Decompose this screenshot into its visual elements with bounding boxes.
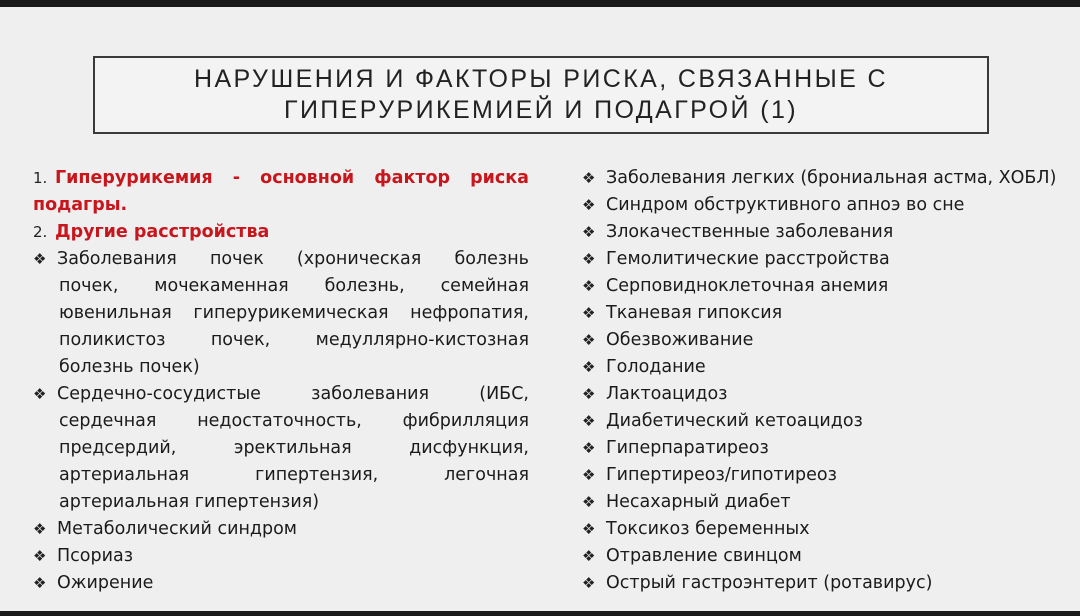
kidney-l4-w1: поликистоз <box>59 330 166 350</box>
kidney-head <box>33 246 177 273</box>
diamond-bullet-icon: ❖ <box>582 223 596 241</box>
cardio-word-3: (ИБС, <box>479 384 529 404</box>
kidney-l4-w3: медуллярно-кистозная <box>315 330 529 350</box>
right-item-label: Заболевания легких (брониальная астма, ХОБЛ) <box>606 168 1057 188</box>
cardio-word-1: Сердечно-сосудистые <box>57 384 261 404</box>
list-item <box>582 570 1080 597</box>
item1-line-1 <box>33 165 529 192</box>
left-column <box>33 165 529 597</box>
diamond-bullet-icon: ❖ <box>582 493 596 511</box>
kidney-l3-w2: гиперурикемическая <box>193 303 389 323</box>
psoriasis-label: Псориаз <box>57 546 133 566</box>
right-item-label: Синдром обструктивного апноэ во сне <box>606 195 965 215</box>
list-item-obesity <box>33 570 529 597</box>
diamond-bullet-icon: ❖ <box>582 250 596 268</box>
right-item-label: Голодание <box>606 357 706 377</box>
obesity-label: Ожирение <box>57 573 154 593</box>
item2-line <box>33 219 529 246</box>
right-item-label: Лактоацидоз <box>606 384 728 404</box>
right-item-label: Острый гастроэнтерит (ротавирус) <box>606 573 933 593</box>
diamond-bullet-icon: ❖ <box>582 520 596 538</box>
diamond-bullet-icon: ❖ <box>33 520 47 538</box>
kidney-l2-w3: болезнь, <box>324 276 405 296</box>
list-item <box>582 354 1080 381</box>
kidney-l2-w1: почек, <box>59 276 119 296</box>
slide <box>0 7 1080 611</box>
list-item <box>582 192 1080 219</box>
diamond-bullet-icon: ❖ <box>582 412 596 430</box>
list-item <box>582 219 1080 246</box>
cardio-l3-w2: эректильная <box>233 438 352 458</box>
title-line-1: НАРУШЕНИЯ И ФАКТОРЫ РИСКА, СВЯЗАННЫЕ С <box>194 65 888 93</box>
kidney-l5: болезнь почек) <box>59 357 200 377</box>
cardio-l3-w1: предсердий, <box>59 438 177 458</box>
kidney-word-4: болезнь <box>454 249 529 269</box>
right-item-label: Гемолитические расстройства <box>606 249 890 269</box>
diamond-bullet-icon: ❖ <box>33 385 47 403</box>
right-item-label: Злокачественные заболевания <box>606 222 894 242</box>
cardio-line-2 <box>33 408 529 435</box>
kidney-l4-w2: почек, <box>210 330 271 350</box>
diamond-bullet-icon: ❖ <box>33 547 47 565</box>
kidney-word-2: почек <box>209 249 264 269</box>
diamond-bullet-icon: ❖ <box>582 358 596 376</box>
title-box <box>93 56 989 134</box>
cardio-l3-w3: дисфункция, <box>409 438 529 458</box>
list-item <box>582 516 1080 543</box>
list-item <box>582 246 1080 273</box>
kidney-line-2 <box>33 273 529 300</box>
cardio-line-3 <box>33 435 529 462</box>
list-item <box>582 435 1080 462</box>
list-item-psoriasis <box>33 543 529 570</box>
diamond-bullet-icon: ❖ <box>33 574 47 592</box>
cardio-l5: артериальная гипертензия) <box>59 492 320 512</box>
item1-line-2-text: подагры. <box>33 195 128 215</box>
kidney-l3-w3: нефропатия, <box>410 303 529 323</box>
item1-line-2 <box>33 192 529 219</box>
cardio-l2-w2: недостаточность, <box>197 411 362 431</box>
right-item-label: Гиперпаратиреоз <box>606 438 769 458</box>
list-item <box>582 165 1080 192</box>
right-item-label: Гипертиреоз/гипотиреоз <box>606 465 837 485</box>
kidney-l3-w1: ювенильная <box>59 303 172 323</box>
diamond-bullet-icon: ❖ <box>582 169 596 187</box>
cardio-line-5 <box>33 489 529 516</box>
cardio-l4-w1: артериальная <box>59 465 190 485</box>
kidney-line-5 <box>33 354 529 381</box>
item2-number: 2. <box>33 223 48 241</box>
kidney-line-3 <box>33 300 529 327</box>
right-column <box>582 165 1080 597</box>
list-item <box>582 300 1080 327</box>
kidney-line-4 <box>33 327 529 354</box>
kidney-l2-w2: мочекаменная <box>154 276 289 296</box>
diamond-bullet-icon: ❖ <box>582 547 596 565</box>
diamond-bullet-icon: ❖ <box>582 196 596 214</box>
diamond-bullet-icon: ❖ <box>582 574 596 592</box>
list-item <box>582 489 1080 516</box>
cardio-word-2: заболевания <box>311 384 430 404</box>
cardio-l2-w3: фибрилляция <box>402 411 529 431</box>
right-item-label: Диабетический кетоацидоз <box>606 411 863 431</box>
cardio-l2-w1: сердечная <box>59 411 157 431</box>
item1-word-3: основной <box>260 168 355 188</box>
right-item-label: Серповидноклеточная анемия <box>606 276 889 296</box>
diamond-bullet-icon: ❖ <box>582 439 596 457</box>
item2-label: Другие расстройства <box>55 222 270 242</box>
cardio-head <box>33 381 261 408</box>
item1-word-1: Гиперурикемия <box>55 168 213 188</box>
right-item-label: Обезвоживание <box>606 330 754 350</box>
cardio-line-4 <box>33 462 529 489</box>
right-item-label: Несахарный диабет <box>606 492 791 512</box>
right-item-label: Отравление свинцом <box>606 546 802 566</box>
list-item <box>582 408 1080 435</box>
diamond-bullet-icon: ❖ <box>582 385 596 403</box>
kidney-word-1: Заболевания <box>57 249 177 269</box>
item1-number: 1. <box>33 169 48 187</box>
right-item-label: Тканевая гипоксия <box>606 303 783 323</box>
list-item <box>582 381 1080 408</box>
list-item <box>582 327 1080 354</box>
cardio-l4-w2: гипертензия, <box>255 465 379 485</box>
item1-word-4: фактор <box>374 168 451 188</box>
list-item <box>582 462 1080 489</box>
cardio-line-1 <box>33 381 529 408</box>
list-item <box>582 543 1080 570</box>
list-item-metabolic <box>33 516 529 543</box>
diamond-bullet-icon: ❖ <box>582 331 596 349</box>
kidney-line-1 <box>33 246 529 273</box>
metabolic-label: Метаболический синдром <box>57 519 298 539</box>
right-item-label: Токсикоз беременных <box>606 519 810 539</box>
diamond-bullet-icon: ❖ <box>582 304 596 322</box>
kidney-word-3: (хроническая <box>296 249 422 269</box>
diamond-bullet-icon: ❖ <box>582 277 596 295</box>
cardio-l4-w3: легочная <box>444 465 529 485</box>
item1-word-5: риска <box>470 168 529 188</box>
kidney-l2-w4: семейная <box>440 276 529 296</box>
item1-word-2: - <box>232 168 241 188</box>
list-item <box>582 273 1080 300</box>
diamond-bullet-icon: ❖ <box>33 250 47 268</box>
title-line-2: ГИПЕРУРИКЕМИЕЙ И ПОДАГРОЙ (1) <box>284 96 798 124</box>
diamond-bullet-icon: ❖ <box>582 466 596 484</box>
item1-head <box>33 165 213 192</box>
